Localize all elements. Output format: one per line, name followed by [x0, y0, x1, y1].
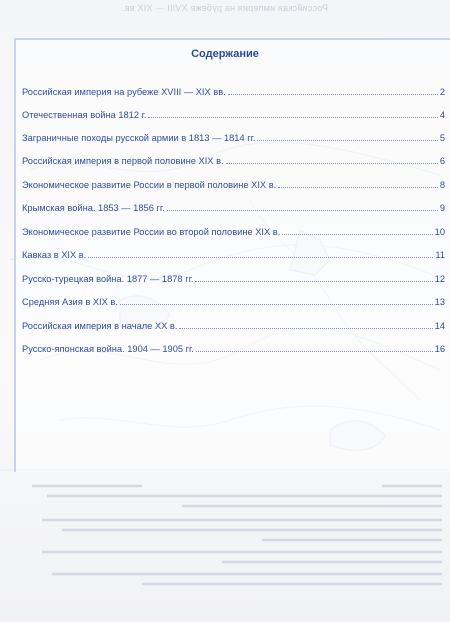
toc-entry-page: 12	[434, 274, 445, 284]
dot-leader	[88, 249, 433, 258]
toc-entry-page: 9	[439, 203, 445, 213]
dot-leader	[167, 202, 438, 211]
toc-entry	[22, 320, 445, 334]
toc-entry-title: Российская империя на рубеже XVIII — XIX вв.	[22, 87, 226, 97]
toc-entry-title: Русско-японская война. 1904 — 1905 гг.	[22, 344, 194, 354]
toc-entry-page: 11	[435, 250, 445, 260]
dot-leader	[226, 155, 438, 164]
toc-entry	[22, 86, 445, 100]
bleed-through-header: Российская империя на рубеже XVIII — XIX вв.	[121, 3, 329, 13]
toc-entry-page: 13	[434, 297, 445, 307]
toc-entry	[22, 132, 445, 146]
toc-entry	[22, 343, 445, 357]
toc-entry-title: Российская империя в начале XX в.	[22, 321, 178, 331]
toc-entry-title: Заграничные походы русской армии в 1813 — 1814 гг.	[22, 133, 256, 143]
dot-leader	[195, 273, 432, 282]
toc-entry-title: Средняя Азия в XIX в.	[22, 297, 118, 307]
dot-leader	[282, 226, 432, 235]
toc-entry-title: Русско-турецкая война. 1877 — 1878 гг.	[22, 274, 194, 284]
toc-entry-title: Экономическое развитие России во второй половине XIX в.	[22, 227, 281, 237]
toc-entry-page: 8	[439, 180, 445, 190]
toc-entry	[22, 155, 445, 169]
toc-entry-page: 6	[439, 156, 445, 166]
toc-entry-title: Крымская война. 1853 — 1856 гг.	[22, 203, 165, 213]
toc-entry-page: 14	[434, 321, 445, 331]
dot-leader	[120, 296, 433, 305]
dot-leader	[148, 109, 437, 118]
bleed-through-legend	[22, 480, 442, 593]
dot-leader	[228, 86, 438, 95]
toc-entry	[22, 202, 445, 216]
toc-entry-page: 2	[439, 87, 445, 97]
toc-entry-title: Российская империя в первой половине XIX в.	[22, 156, 224, 166]
dot-leader	[257, 132, 437, 141]
toc-entry	[22, 179, 445, 193]
toc-entry	[22, 296, 445, 310]
toc-entry-title: Отечественная война 1812 г.	[22, 110, 147, 120]
toc-entry	[22, 249, 445, 263]
toc-title: Содержание	[191, 48, 259, 60]
toc-entry	[22, 109, 445, 123]
dot-leader	[278, 179, 438, 188]
toc-entry	[22, 226, 445, 240]
toc-entry-title: Экономическое развитие России в первой половине XIX в.	[22, 180, 277, 190]
toc-entry-page: 16	[434, 344, 445, 354]
toc-entry-page: 4	[439, 110, 445, 120]
toc-entry-title: Кавказ в XIX в.	[22, 250, 87, 260]
toc-entry-page: 10	[434, 227, 445, 237]
dot-leader	[179, 320, 432, 329]
dot-leader	[196, 343, 433, 352]
toc-entry	[22, 273, 445, 287]
toc-entry-page: 5	[439, 133, 445, 143]
